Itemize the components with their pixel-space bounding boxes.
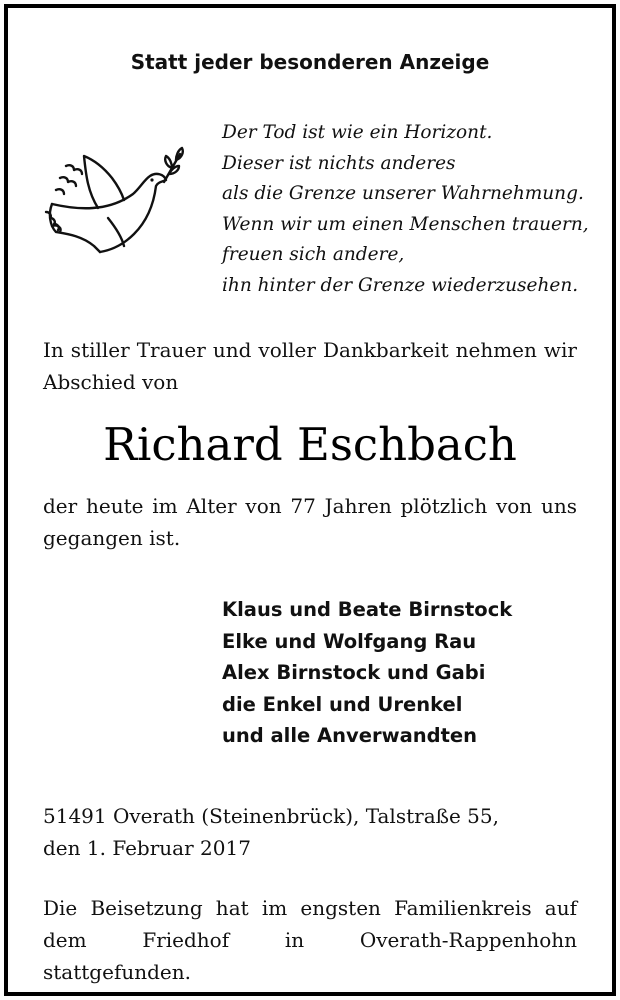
- family-name: die Enkel und Urenkel: [222, 692, 463, 716]
- date-line: den 1. Februar 2017: [43, 836, 251, 860]
- family-name: Elke und Wolfgang Rau: [222, 629, 477, 653]
- poem-line: Der Tod ist wie ein Horizont.: [222, 122, 493, 143]
- poem-line: freuen sich andere,: [222, 244, 405, 265]
- funeral-text: Die Beisetzung hat im engsten Familienkreis auf dem Friedhof in Overath-Rappenhohn stattgefunden.: [43, 896, 577, 984]
- poem-line: ihn hinter der Grenze wiederzusehen.: [222, 274, 579, 296]
- notice-header: Statt jeder besonderen Anzeige: [130, 50, 490, 74]
- notice-text: der heute im Alter von 77 Jahren plötzlich von uns gegangen ist.: [43, 494, 577, 550]
- poem-line: als die Grenze unserer Wahrnehmung.: [222, 183, 584, 204]
- intro-text: In stiller Trauer und voller Dankbarkeit nehmen wir Abschied von: [43, 338, 577, 394]
- poem-line: Wenn wir um einen Menschen trauern,: [222, 213, 589, 235]
- family-name: Klaus und Beate Birnstock: [222, 598, 513, 621]
- family-list: [222, 594, 602, 752]
- address-line: 51491 Overath (Steinenbrück), Talstraße 55,: [43, 804, 499, 828]
- deceased-name: Richard Eschbach: [103, 418, 517, 471]
- dove-icon: [38, 142, 188, 267]
- poem: [222, 118, 602, 301]
- family-name: Alex Birnstock und Gabi: [222, 661, 486, 684]
- family-name: und alle Anverwandten: [222, 724, 478, 747]
- poem-line: Dieser ist nichts anderes: [222, 152, 456, 174]
- address-block: [43, 800, 577, 864]
